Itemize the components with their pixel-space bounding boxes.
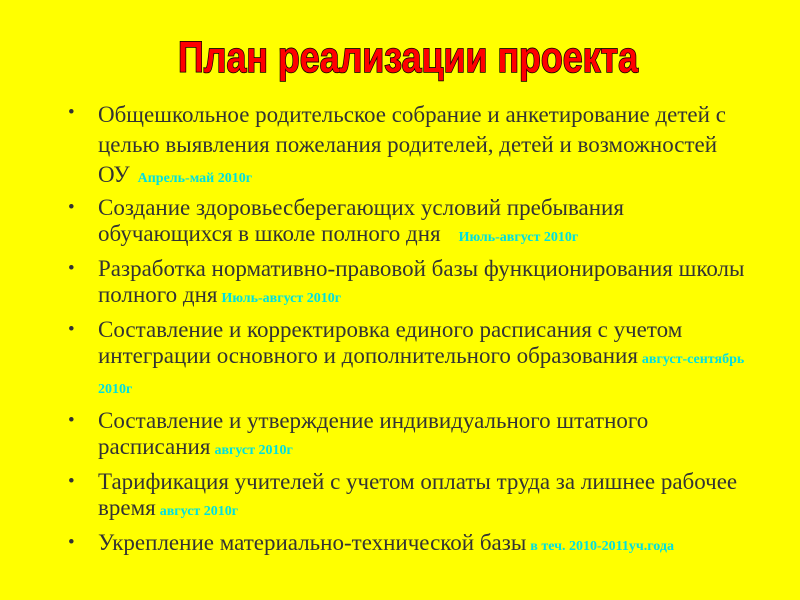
item-text: Тарификация учителей с учетом оплаты труда за лишнее рабочее время: [98, 469, 738, 520]
list-item: [64, 195, 764, 251]
bullet-list: [64, 100, 764, 565]
bullet-icon: •: [68, 471, 75, 492]
item-date: Апрель-май 2010г: [137, 171, 253, 186]
item-date: Июль-август 2010г: [458, 230, 579, 245]
bullet-icon: •: [68, 197, 75, 218]
item-date: август 2010г: [159, 504, 239, 519]
list-item: [64, 100, 764, 192]
item-text: Составление и утверждение индивидуального штатного расписания: [98, 408, 649, 459]
bullet-icon: •: [68, 319, 75, 340]
slide-title-text: План реализации проекта: [178, 33, 639, 82]
item-text: Общешкольное родительское собрание и анкетирование детей с целью выявления пожелания родителей, детей и возможностей ОУ: [98, 102, 726, 187]
bullet-icon: •: [68, 258, 75, 279]
list-item: [64, 317, 764, 403]
item-text: Укрепление материально-технической базы: [98, 530, 527, 555]
item-text: Составление и корректировка единого расписания с учетом интеграции основного и дополнительного образования: [98, 317, 683, 368]
list-item: [64, 408, 764, 464]
list-item: [64, 469, 764, 525]
item-date: август-сентябрь 2010г: [98, 352, 745, 397]
slide-title: [0, 20, 800, 92]
list-item: [64, 530, 764, 560]
bullet-icon: •: [68, 102, 75, 123]
list-item: [64, 256, 764, 312]
item-text: Создание здоровьесберегающих условий пребывания обучающихся в школе полного дня: [98, 195, 624, 246]
bullet-icon: •: [68, 532, 75, 553]
item-date: август 2010г: [214, 443, 293, 458]
slide-title-wordart: [0, 20, 800, 92]
item-text: Разработка нормативно-правовой базы функционирования школы полного дня: [98, 256, 745, 307]
item-date: в теч. 2010-2011уч.года: [530, 539, 674, 554]
bullet-icon: •: [68, 410, 75, 431]
item-date: Июль-август 2010г: [221, 291, 342, 306]
